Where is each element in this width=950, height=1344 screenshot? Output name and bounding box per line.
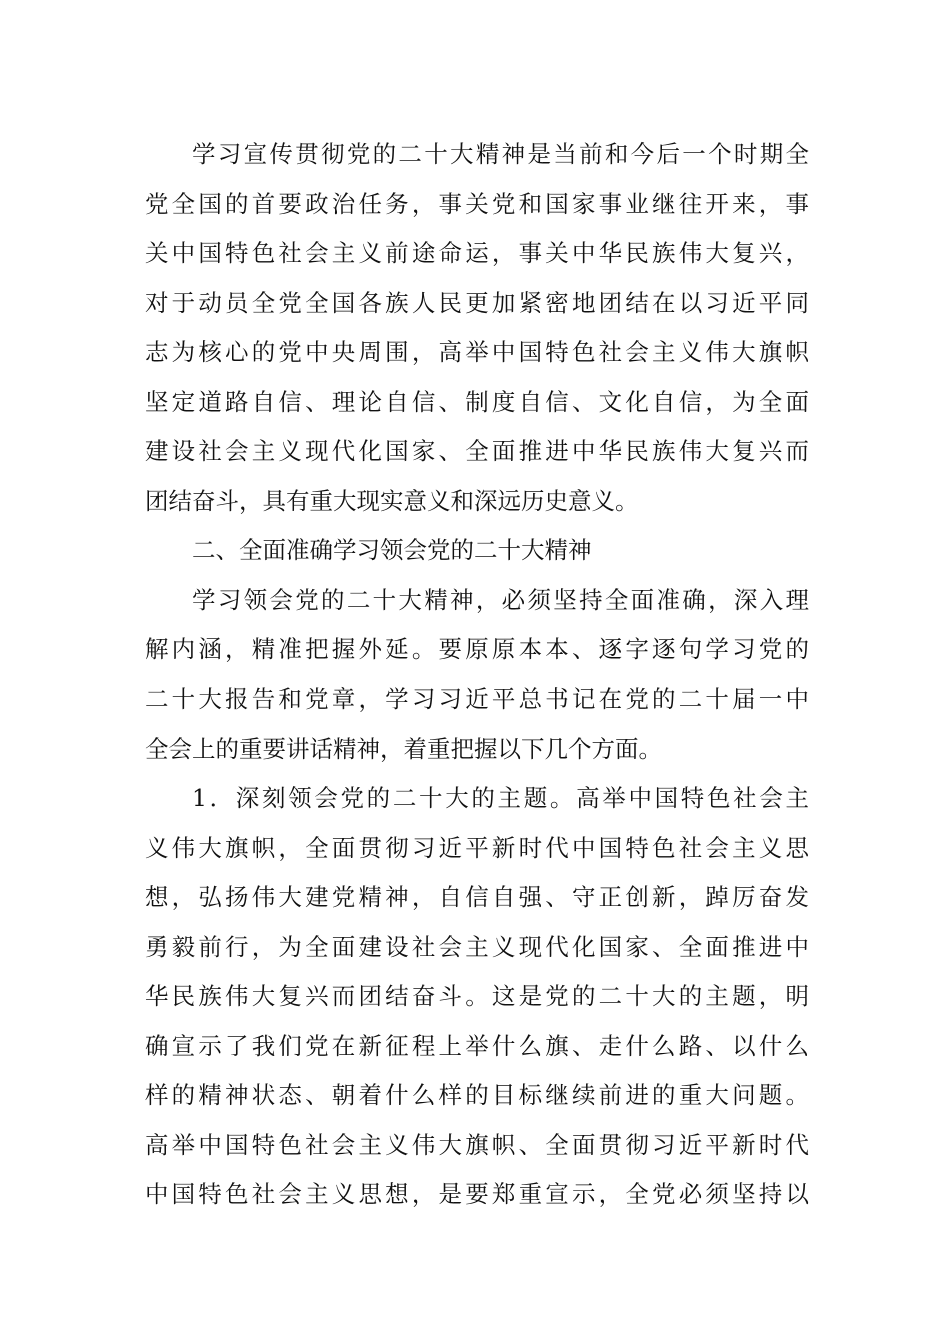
paragraph-line: 勇毅前行，为全面建设社会主义现代化国家、全面推进中: [145, 932, 809, 961]
paragraph-line: 学习宣传贯彻党的二十大精神是当前和今后一个时期全: [192, 140, 809, 168]
paragraph-line: 志为核心的党中央周围，高举中国特色社会主义伟大旗帜: [145, 338, 809, 367]
paragraph-line: 解内涵，精准把握外延。要原原本本、逐字逐句学习党的: [145, 635, 809, 664]
paragraph-line: 义伟大旗帜，全面贯彻习近平新时代中国特色社会主义思: [145, 833, 809, 862]
paragraph-line: 确宣示了我们党在新征程上举什么旗、走什么路、以什么: [145, 1031, 809, 1060]
paragraph-line: 全会上的重要讲话精神，着重把握以下几个方面。: [145, 734, 662, 763]
paragraph-line: 想，弘扬伟大建党精神，自信自强、守正创新，踔厉奋发: [145, 883, 809, 912]
paragraph-line: 华民族伟大复兴而团结奋斗。这是党的二十大的主题，明: [145, 982, 809, 1011]
paragraph-line: 高举中国特色社会主义伟大旗帜、全面贯彻习近平新时代: [145, 1130, 809, 1159]
paragraph-line: 团结奋斗，具有重大现实意义和深远历史意义。: [145, 486, 639, 515]
section-heading: 二、全面准确学习领会党的二十大精神: [192, 536, 592, 565]
paragraph-line: 关中国特色社会主义前途命运，事关中华民族伟大复兴，: [145, 239, 809, 268]
paragraph-line: 坚定道路自信、理论自信、制度自信、文化自信，为全面: [145, 387, 809, 416]
numbered-item-line: 1．深刻领会党的二十大的主题。高举中国特色社会主: [192, 784, 809, 813]
paragraph-line: 建设社会主义现代化国家、全面推进中华民族伟大复兴而: [145, 437, 809, 466]
document-body: [145, 130, 809, 1220]
paragraph-line: 党全国的首要政治任务，事关党和国家事业继往开来，事: [145, 189, 809, 218]
paragraph-line: 学习领会党的二十大精神，必须坚持全面准确，深入理: [192, 585, 809, 614]
paragraph-line: 中国特色社会主义思想，是要郑重宣示，全党必须坚持以: [145, 1180, 809, 1209]
paragraph-line: 对于动员全党全国各族人民更加紧密地团结在以习近平同: [145, 288, 809, 317]
paragraph-line: 样的精神状态、朝着什么样的目标继续前进的重大问题。: [145, 1081, 809, 1110]
paragraph-line: 二十大报告和党章，学习习近平总书记在党的二十届一中: [145, 685, 809, 714]
